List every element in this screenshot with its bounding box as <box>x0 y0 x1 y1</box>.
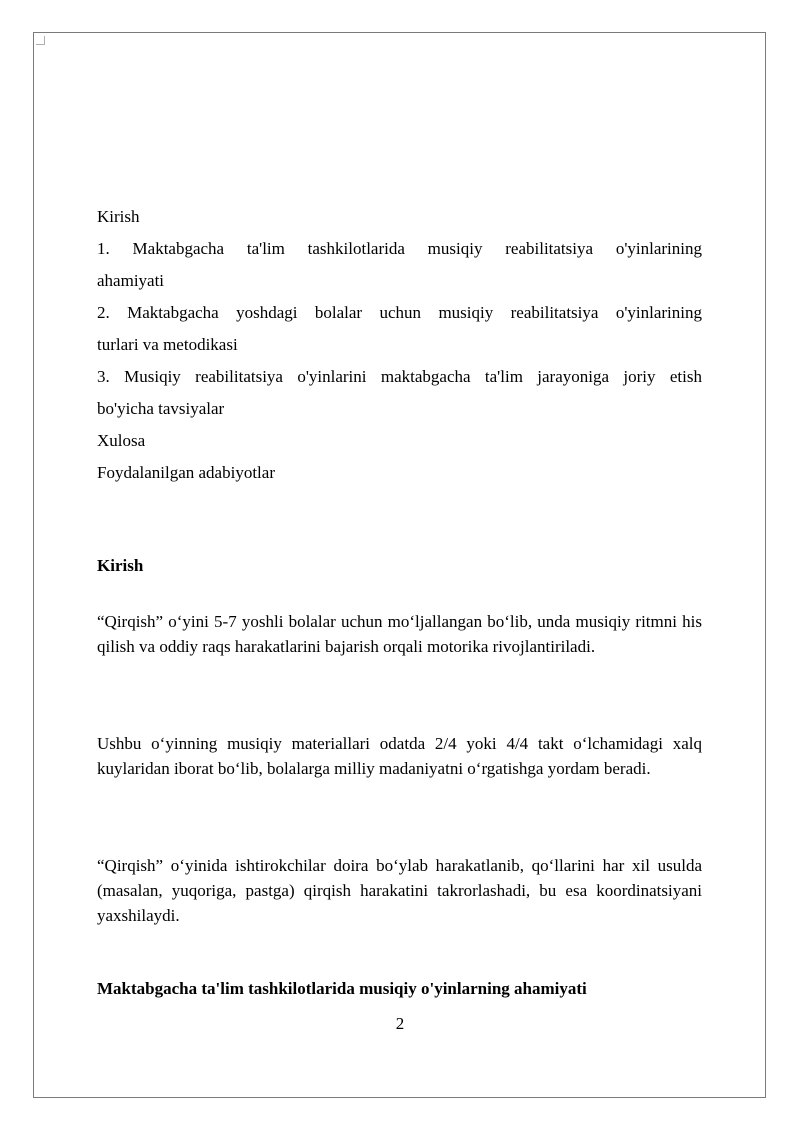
toc-item-1 <box>97 233 702 297</box>
paragraph-3: “Qirqish” o‘yinida ishtirokchilar doira bo‘ylab harakatlanib, qo‘llarini har xil usulda (masalan, yuqoriga, pastga) qirqish harakatini takrorlashadi, bu esa koordinatsiyani yaxshilaydi. <box>97 856 702 925</box>
margin-corner-top-left <box>36 36 45 45</box>
paragraph-2: Ushbu o‘yinning musiqiy materiallari odatda 2/4 yoki 4/4 takt o‘lchamidagi xalq kuylaridan iborat bo‘lib, bolalarga milliy madaniyatni o‘rgatishga yordam beradi. <box>97 734 702 778</box>
toc-item-3 <box>97 361 702 425</box>
toc-item-2-line-2: turlari va metodikasi <box>97 335 238 354</box>
toc-item-conclusion: Xulosa <box>97 431 146 450</box>
toc-item-2-line-1: 2. Maktabgacha yoshdagi bolalar uchun musiqiy reabilitatsiya o'yinlarining <box>97 303 702 322</box>
toc-item-1-line-2: ahamiyati <box>97 271 165 290</box>
paragraph-1: “Qirqish” o‘yini 5-7 yoshli bolalar uchun mo‘ljallangan bo‘lib, unda musiqiy ritmni his qilish va oddiy raqs harakatlarini bajarish orqali motorika rivojlantiriladi. <box>97 612 702 656</box>
toc-item-intro: Kirish <box>97 207 140 226</box>
toc-item-3-line-2: bo'yicha tavsiyalar <box>97 399 225 418</box>
subheading: Maktabgacha ta'lim tashkilotlarida musiqiy o'yinlarning ahamiyati <box>97 979 587 998</box>
toc-item-1-line-1: 1. Maktabgacha ta'lim tashkilotlarida musiqiy reabilitatsiya o'yinlarining <box>97 239 702 258</box>
toc-item-2 <box>97 297 702 361</box>
toc-item-3-line-1: 3. Musiqiy reabilitatsiya o'yinlarini maktabgacha ta'lim jarayoniga joriy etish <box>97 367 702 386</box>
section-title: Kirish <box>97 556 144 575</box>
table-of-contents <box>97 201 702 489</box>
toc-item-references: Foydalanilgan adabiyotlar <box>97 463 275 482</box>
page-number: 2 <box>395 1014 405 1033</box>
